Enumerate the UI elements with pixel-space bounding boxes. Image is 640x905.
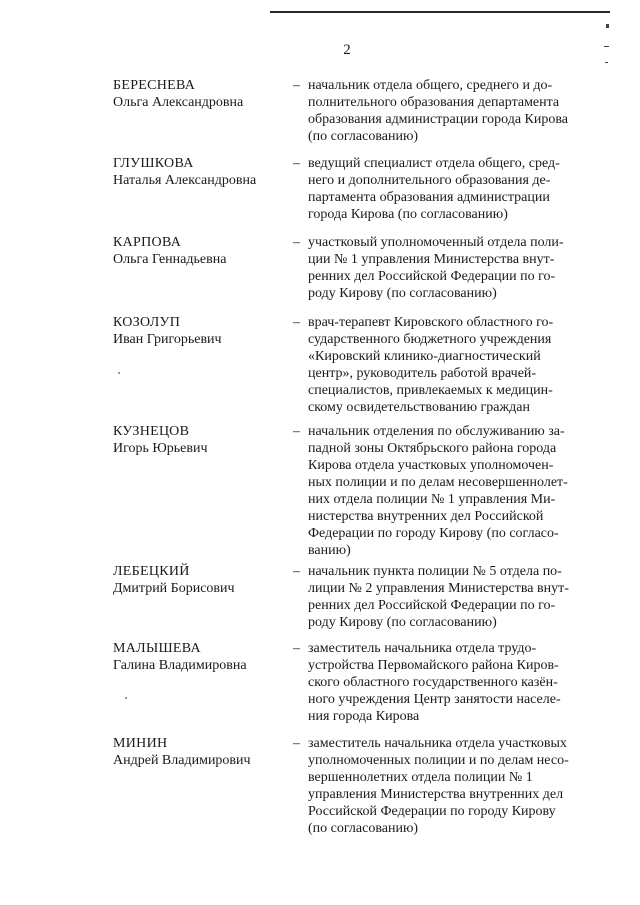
role-line: Федерации по городу Кирову (по согласо- (308, 526, 559, 541)
role-line: вершеннолетних отдела полиции № 1 (308, 770, 533, 785)
role-description (308, 640, 584, 725)
person-name (113, 234, 288, 268)
role-line: него и дополнительного образования де- (308, 173, 551, 188)
role-line: образования администрации города Кирова (308, 112, 569, 127)
person-name (113, 563, 288, 597)
given-name: Иван Григорьевич (113, 332, 222, 347)
scan-speck (118, 372, 120, 374)
person-name (113, 640, 288, 674)
role-line: нистерства внутренних дел Российской (308, 509, 544, 524)
role-line: ния города Кирова (308, 709, 420, 724)
role-description (308, 77, 584, 145)
given-name: Игорь Юрьевич (113, 441, 208, 456)
role-line: скому освидетельствованию граждан (308, 400, 530, 415)
surname: МИНИН (113, 736, 168, 751)
role-line: Кирова отдела участковых уполномочен- (308, 458, 554, 473)
role-line: заместитель начальника отдела участковых (308, 736, 567, 751)
given-name: Ольга Александровна (113, 95, 244, 110)
role-line: управления Министерства внутренних дел (308, 787, 564, 802)
role-line: них отдела полиции № 1 управления Ми- (308, 492, 556, 507)
dash: – (293, 641, 300, 656)
role-line: падной зоны Октябрьского района города (308, 441, 557, 456)
person-name (113, 423, 288, 457)
role-line: врач-терапевт Кировского областного го- (308, 315, 554, 330)
role-line: ного учреждения Центр занятости населе- (308, 692, 561, 707)
person-name (113, 735, 288, 769)
page-number: 2 (343, 42, 351, 58)
surname: КАРПОВА (113, 235, 182, 250)
given-name: Ольга Геннадьевна (113, 252, 227, 267)
role-line: ции № 1 управления Министерства внут- (308, 252, 555, 267)
role-line: ренних дел Российской Федерации по го- (308, 269, 556, 284)
role-line: «Кировский клинико-диагностический (308, 349, 541, 364)
role-description (308, 234, 584, 302)
role-line: центр», руководитель работой врачей- (308, 366, 537, 381)
surname: МАЛЫШЕВА (113, 641, 201, 656)
dash: – (293, 315, 300, 330)
given-name: Андрей Владимирович (113, 753, 251, 768)
surname: КУЗНЕЦОВ (113, 424, 190, 439)
surname: КОЗОЛУП (113, 315, 181, 330)
person-name (113, 314, 288, 348)
role-line: специалистов, привлекаемых к медицин- (308, 383, 553, 398)
surname: БЕРЕСНЕВА (113, 78, 196, 93)
given-name: Галина Владимировна (113, 658, 247, 673)
role-line: партамента образования администрации (308, 190, 550, 205)
role-line: начальник отделения по обслуживанию за- (308, 424, 565, 439)
role-description (308, 423, 584, 559)
dash: – (293, 736, 300, 751)
scan-speck (125, 697, 127, 699)
role-line: роду Кирову (по согласованию) (308, 615, 497, 630)
role-line: участковый уполномоченный отдела поли- (308, 235, 564, 250)
role-line: ванию) (308, 543, 351, 558)
role-line: Российской Федерации по городу Кирову (308, 804, 556, 819)
given-name: Наталья Александровна (113, 173, 257, 188)
dash: – (293, 156, 300, 171)
scan-mark (606, 24, 609, 28)
role-description (308, 563, 584, 631)
role-line: ведущий специалист отдела общего, сред- (308, 156, 560, 171)
role-line: сударственного бюджетного учреждения (308, 332, 552, 347)
person-name (113, 77, 288, 111)
dash: – (293, 235, 300, 250)
top-rule (270, 11, 610, 13)
role-line: устройства Первомайского района Киров- (308, 658, 559, 673)
role-line: (по согласованию) (308, 821, 419, 836)
dash: – (293, 564, 300, 579)
role-line: (по согласованию) (308, 129, 419, 144)
dash: – (293, 78, 300, 93)
role-line: начальник отдела общего, среднего и до- (308, 78, 553, 93)
role-line: заместитель начальника отдела трудо- (308, 641, 537, 656)
role-line: уполномоченных полиции и по делам несо- (308, 753, 569, 768)
surname: ГЛУШКОВА (113, 156, 194, 171)
scan-mark (605, 62, 608, 63)
dash: – (293, 424, 300, 439)
role-description (308, 314, 584, 416)
role-line: ренних дел Российской Федерации по го- (308, 598, 556, 613)
person-name (113, 155, 288, 189)
role-line: ных полиции и по делам несовершеннолет- (308, 475, 568, 490)
role-description (308, 155, 584, 223)
surname: ЛЕБЕЦКИЙ (113, 564, 190, 579)
role-line: города Кирова (по согласованию) (308, 207, 508, 222)
role-description (308, 735, 584, 837)
role-line: ского областного государственного казён- (308, 675, 558, 690)
given-name: Дмитрий Борисович (113, 581, 235, 596)
role-line: роду Кирову (по согласованию) (308, 286, 497, 301)
role-line: лиции № 2 управления Министерства внут- (308, 581, 569, 596)
role-line: начальник пункта полиции № 5 отдела по- (308, 564, 562, 579)
role-line: полнительного образования департамента (308, 95, 560, 110)
